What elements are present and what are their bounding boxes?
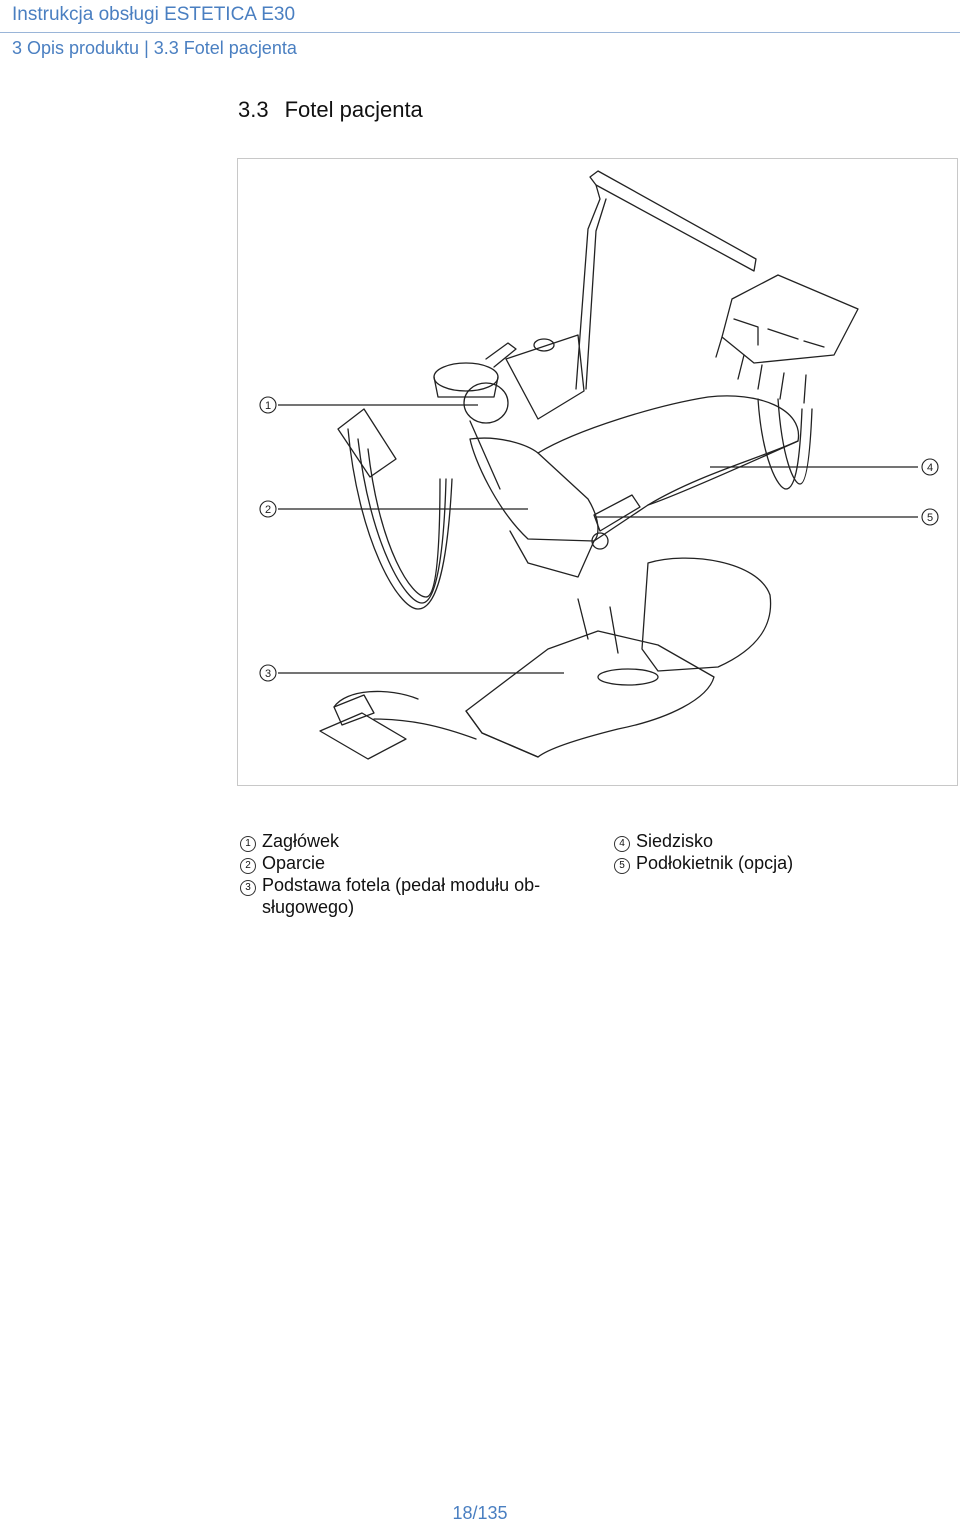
legend-number: 2 [240,858,256,874]
legend-number: 1 [240,836,256,852]
legend-text: Podłokietnik (opcja) [636,853,794,873]
legend-text: Siedzisko [636,831,714,851]
legend-left [240,830,570,918]
callout-label-2: 2 [264,504,272,516]
legend-item [240,852,570,874]
legend-text: Podstawa fotela (pedał modułu ob-sługowego) [262,875,541,917]
header-divider [0,32,960,33]
callout-label-3: 3 [264,668,272,680]
legend-item [614,852,944,874]
legend-right [614,830,944,874]
section-title: Fotel pacjenta [284,97,423,122]
legend-item [240,874,570,918]
document-title: Instrukcja obsługi ESTETICA E30 [12,4,296,25]
hoses-right [758,399,802,489]
callout-label-4: 4 [926,462,934,474]
section-heading [238,97,423,123]
chair-base [466,631,714,757]
backrest [470,438,598,541]
legend-text: Zagłówek [262,831,340,851]
legend-item [240,830,570,852]
legend-number: 3 [240,880,256,896]
control-panel [722,275,858,363]
chair-drawing [238,159,957,785]
breadcrumb: 3 Opis produktu | 3.3 Fotel pacjenta [12,38,297,58]
legend-number: 5 [614,858,630,874]
section-number: 3.3 [238,97,269,122]
legend-text: Oparcie [262,853,326,873]
lamp-arm [590,171,756,271]
legend-item [614,830,944,852]
dental-chair-illustration [237,158,958,786]
callout-label-1: 1 [264,400,272,412]
headrest [464,383,508,423]
callout-label-5: 5 [926,512,934,524]
page-number: 18/135 [452,1503,508,1523]
legend-number: 4 [614,836,630,852]
spittoon-bowl [434,363,498,391]
